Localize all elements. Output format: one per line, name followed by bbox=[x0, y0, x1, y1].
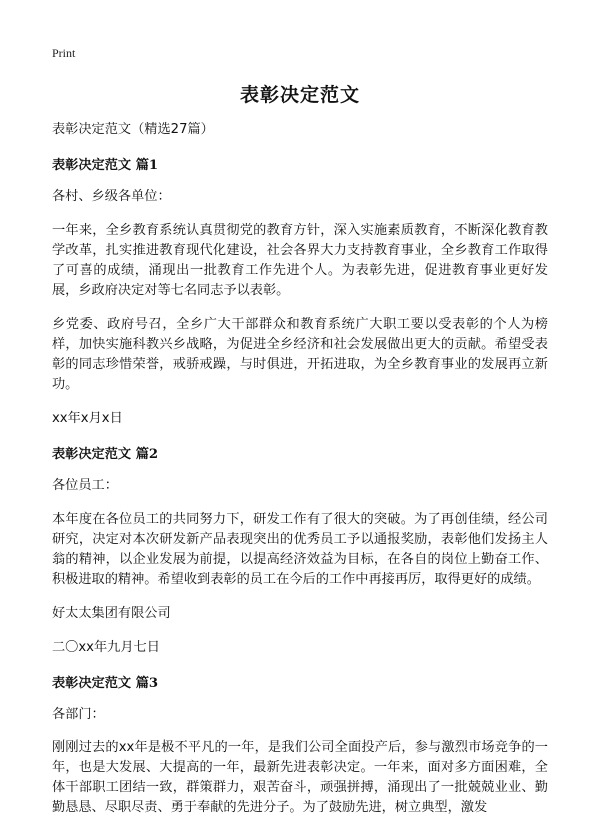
signature-2: 好太太集团有限公司 bbox=[52, 606, 171, 621]
document-subtitle: 表彰决定范文（精选27篇） bbox=[52, 122, 214, 137]
document-body bbox=[52, 120, 548, 818]
salutation-1: 各村、乡级各单位： bbox=[52, 189, 171, 204]
section-heading-2: 表彰决定范文 篇2 bbox=[52, 447, 159, 462]
paragraph-1-1: 一年来，全乡教育系统认真贯彻党的教育方针，深入实施素质教育，不断深化教育教学改革，扎实推进教育现代化建设，社会各界大力支持教育事业，全乡教育工作取得了可喜的成绩，涌现出一批教育工作先进个人。为表彰先进，促进教育事业更好发展，乡政府决定对等七名同志予以表彰。 bbox=[52, 223, 548, 298]
document-title: 表彰决定范文 bbox=[239, 84, 360, 106]
section-heading-3: 表彰决定范文 篇3 bbox=[52, 676, 159, 691]
section-heading-1: 表彰决定范文 篇1 bbox=[52, 158, 159, 173]
print-link[interactable]: Print bbox=[52, 46, 76, 60]
salutation-3: 各部门： bbox=[52, 707, 105, 722]
paragraph-3-1: 刚刚过去的xx年是极不平凡的一年，是我们公司全面投产后，参与激烈市场竞争的一年，也是大发展、大提高的一年，最新先进表彰决定。一年来，面对多方面困难，全体干部职工团结一致，群策群力，艰苦奋斗，顽强拼搏，涌现出了一批兢兢业业、勤勤恳恳、尽职尽责、勇于奉献的先进分子。为了鼓励先进，树立典型，激发 bbox=[52, 740, 548, 815]
date-2: 二〇xx年九月七日 bbox=[52, 640, 160, 655]
paragraph-2-1: 本年度在各位员工的共同努力下，研发工作有了很大的突破。为了再创佳绩，经公司研究，决定对本次研发新产品表现突出的优秀员工予以通报奖励，表彰他们发扬主人翁的精神，以企业发展为前提，以提高经济效益为目标，在各自的岗位上勤奋工作、积极进取的精神。希望收到表彰的员工在今后的工作中再接再厉，取得更好的成绩。 bbox=[52, 512, 548, 587]
paragraph-1-2: 乡党委、政府号召，全乡广大干部群众和教育系统广大职工要以受表彰的个人为榜样，加快实施科教兴乡战略，为促进全乡经济和社会发展做出更大的贡献。希望受表彰的同志珍惜荣誉，戒骄戒躁，与时俱进，开拓进取，为全乡教育事业的发展再立新功。 bbox=[52, 317, 548, 392]
date-1: xx年x月x日 bbox=[52, 411, 123, 426]
salutation-2: 各位员工： bbox=[52, 478, 118, 493]
